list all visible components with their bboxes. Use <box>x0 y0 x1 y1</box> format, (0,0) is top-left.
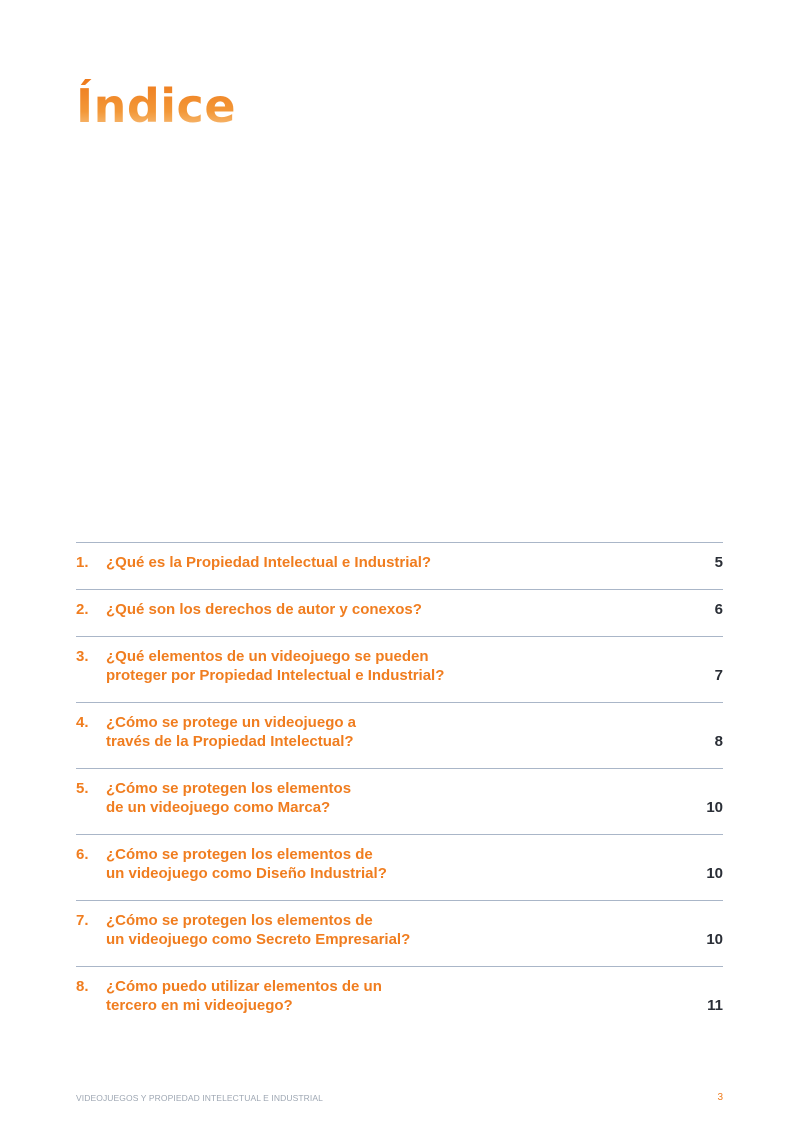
toc-item-number: 8. <box>76 978 89 995</box>
toc-item-page: 6 <box>714 601 723 618</box>
toc-item-page: 5 <box>714 554 723 571</box>
toc-item-number: 4. <box>76 714 89 731</box>
toc-item-label: ¿Cómo puedo utilizar elementos de un tercero en mi videojuego? <box>106 978 382 1014</box>
toc-item-page: 8 <box>714 733 723 750</box>
footer-page-number: 3 <box>717 1092 723 1103</box>
page-title-text: Índice <box>76 79 237 133</box>
toc-item-3[interactable] <box>76 636 723 702</box>
toc-item-6[interactable] <box>76 834 723 900</box>
toc-item-number: 2. <box>76 601 89 618</box>
toc-item-label: ¿Qué elementos de un videojuego se pueden proteger por Propiedad Intelectual e Industrial? <box>106 648 445 684</box>
toc-item-label: ¿Cómo se protegen los elementos de un videojuego como Secreto Empresarial? <box>106 912 411 948</box>
toc-item-page: 10 <box>706 799 723 816</box>
toc-item-label: ¿Qué son los derechos de autor y conexos? <box>106 601 422 618</box>
toc-item-2[interactable] <box>76 589 723 636</box>
toc-item-number: 5. <box>76 780 89 797</box>
toc-item-number: 1. <box>76 554 89 571</box>
toc-item-5[interactable] <box>76 768 723 834</box>
toc-item-number: 3. <box>76 648 89 665</box>
footer-document-title: VIDEOJUEGOS Y PROPIEDAD INTELECTUAL E INDUSTRIAL <box>76 1093 323 1103</box>
toc-item-label: ¿Cómo se protegen los elementos de un videojuego como Marca? <box>106 780 352 816</box>
toc-item-page: 10 <box>706 865 723 882</box>
table-of-contents <box>76 542 723 1032</box>
toc-item-number: 7. <box>76 912 89 929</box>
toc-item-label: ¿Cómo se protegen los elementos de un videojuego como Diseño Industrial? <box>106 846 387 882</box>
toc-item-7[interactable] <box>76 900 723 966</box>
toc-item-4[interactable] <box>76 702 723 768</box>
toc-item-page: 11 <box>707 997 723 1014</box>
toc-item-number: 6. <box>76 846 89 863</box>
toc-item-page: 7 <box>714 667 723 684</box>
toc-item-8[interactable] <box>76 966 723 1032</box>
toc-item-label: ¿Qué es la Propiedad Intelectual e Industrial? <box>106 554 432 571</box>
page-title <box>76 76 236 136</box>
toc-item-1[interactable] <box>76 542 723 589</box>
toc-item-page: 10 <box>706 931 723 948</box>
toc-item-label: ¿Cómo se protege un videojuego a través de la Propiedad Intelectual? <box>106 714 357 750</box>
